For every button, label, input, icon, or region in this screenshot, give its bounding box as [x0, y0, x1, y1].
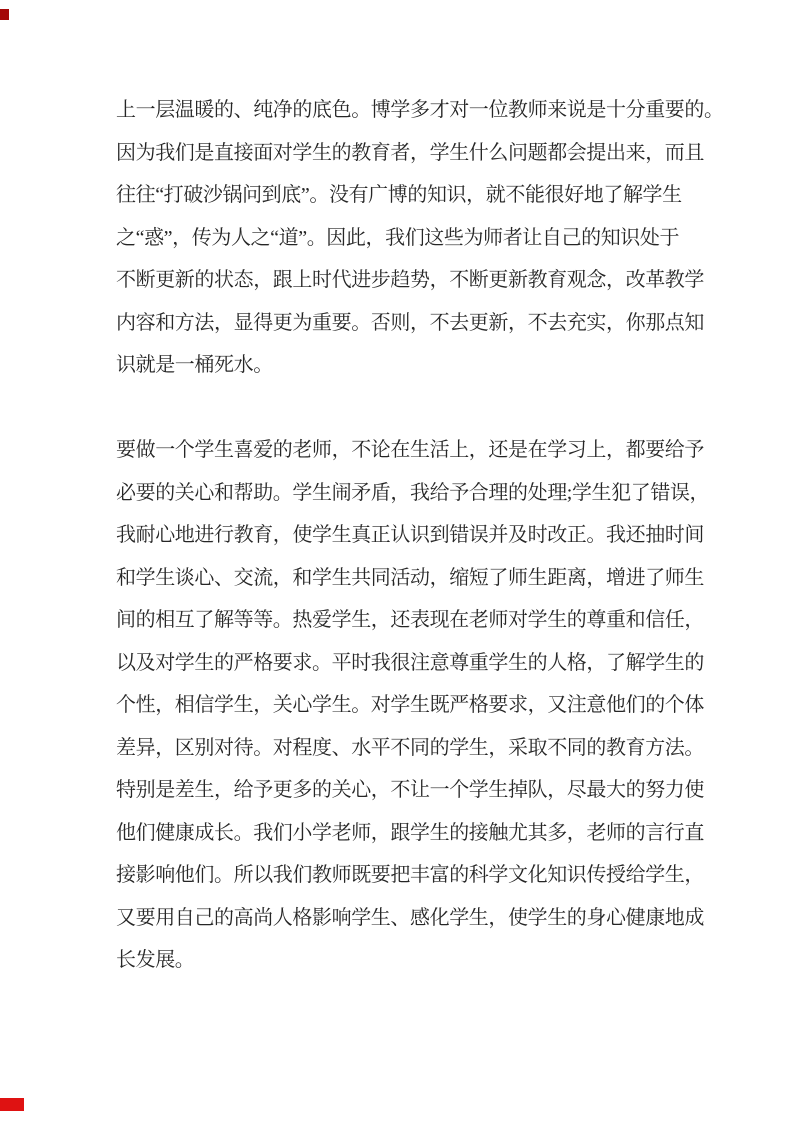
text-line: 因为我们是直接面对学生的教育者，学生什么问题都会提出来，而且: [116, 141, 704, 164]
text-line: 长发展。: [116, 949, 195, 971]
text-line: 我耐心地进行教育，使学生真正认识到错误并及时改正。我还抽时间: [116, 524, 704, 546]
red-edge-artifact-bottom-left: [0, 1098, 24, 1111]
text-line: 往往“打破沙锅问到底”。没有广博的知识，就不能很好地了解学生: [116, 184, 682, 206]
text-line: 以及对学生的严格要求。平时我很注意尊重学生的人格，了解学生的: [116, 651, 704, 674]
text-line: 之“惑”，传为人之“道”。因此，我们这些为师者让自己的知识处于: [116, 226, 680, 249]
text-line: 和学生谈心、交流，和学生共同活动，缩短了师生距离，增进了师生: [116, 566, 704, 589]
text-line: 间的相互了解等等。热爱学生，还表现在老师对学生的尊重和信任，: [116, 609, 704, 631]
text-line: 个性，相信学生，关心学生。对学生既严格要求，又注意他们的个体: [116, 694, 704, 716]
red-edge-artifact-top-left: [0, 9, 9, 20]
text-line: 特别是差生，给予更多的关心，不让一个学生掉队，尽最大的努力使: [116, 779, 704, 801]
text-line: 必要的关心和帮助。学生闹矛盾，我给予合理的处理;学生犯了错误，: [116, 481, 710, 504]
document-body: [116, 89, 724, 982]
text-line: 不断更新的状态，跟上时代进步趋势，不断更新教育观念，改革教学: [116, 269, 704, 291]
text-line: 识就是一桶死水。: [116, 354, 273, 376]
text-line: 又要用自己的高尚人格影响学生、感化学生，使学生的身心健康地成: [116, 906, 704, 929]
paragraph-knowledge-renewal: [116, 89, 724, 387]
paragraph-caring-for-students: [116, 429, 712, 982]
text-line: 上一层温暖的、纯净的底色。博学多才对一位教师来说是十分重要的。: [116, 99, 724, 121]
text-line: 他们健康成长。我们小学老师，跟学生的接触尤其多，老师的言行直: [116, 821, 704, 844]
text-line: 接影响他们。所以我们教师既要把丰富的科学文化知识传授给学生，: [116, 864, 704, 886]
text-line: 要做一个学生喜爱的老师，不论在生活上，还是在学习上，都要给予: [116, 439, 704, 461]
text-line: 差异，区别对待。对程度、水平不同的学生，采取不同的教育方法。: [116, 736, 704, 759]
text-line: 内容和方法，显得更为重要。否则，不去更新，不去充实，你那点知: [116, 311, 704, 334]
